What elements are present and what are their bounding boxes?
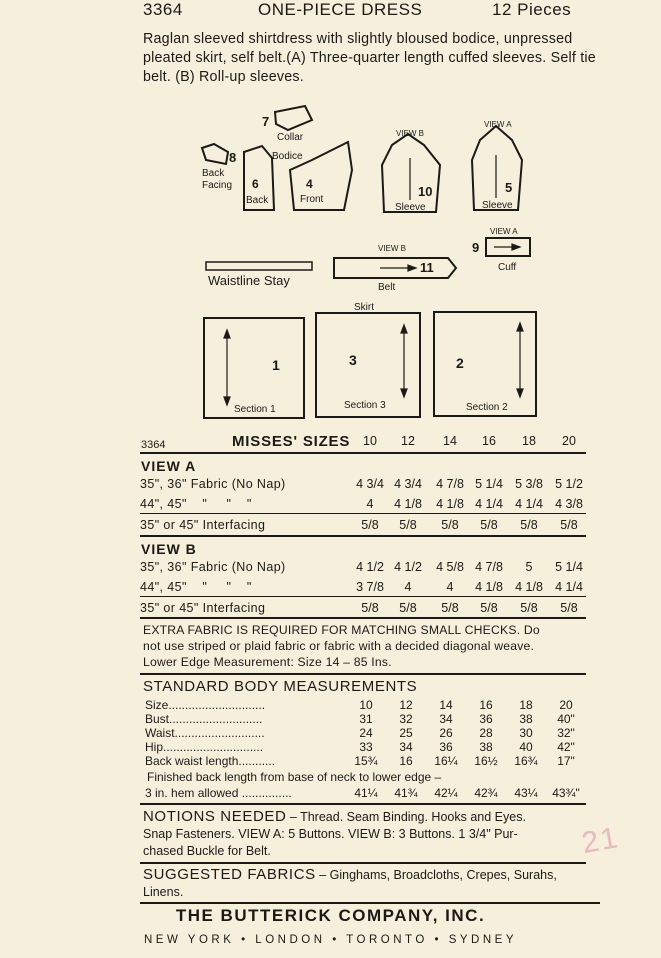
belt-num: 11 [420, 260, 434, 275]
table-row: 35" or 45" Interfacing 5/8 5/8 5/8 5/8 5/8 5/8 [140, 518, 578, 532]
fabrics-heading: SUGGESTED FABRICS [143, 866, 316, 883]
front-num: 4 [306, 177, 313, 191]
collar-label: Collar [277, 132, 304, 143]
divider [140, 902, 600, 904]
front-label: Front [300, 194, 324, 205]
facing-num: 8 [229, 150, 237, 165]
stamp-mark: 21 [579, 821, 622, 861]
view-a-label-1: VIEW A [484, 120, 512, 129]
divider [140, 617, 586, 619]
sizes-pattern-number: 3364 [141, 439, 166, 451]
company-name: THE BUTTERICK COMPANY, INC. [175, 906, 486, 925]
measurement-row: Hip.............................. 33 34 36 38 40 42" [145, 740, 575, 754]
s3-num: 3 [349, 352, 357, 368]
divider [140, 513, 586, 514]
size-col: 20 [562, 434, 576, 448]
pattern-title: ONE-PIECE DRESS [258, 0, 423, 19]
table-row: 44", 45" " " " 3 7/8 4 4 4 1/8 4 1/8 4 1/4 [140, 580, 583, 594]
table-row: 35", 36" Fabric (No Nap) 4 3/4 4 3/4 4 7/8 5 1/4 5 3/8 5 1/2 [140, 477, 583, 491]
measurement-row: Back waist length........... 15¾ 16 16¼ 16½ 16¾ 17" [145, 754, 575, 768]
sleeve-a-piece [472, 126, 522, 210]
sleeve-b-num: 10 [418, 184, 433, 199]
waistline-stay-label: Waistline Stay [208, 273, 290, 288]
extra-fabric-note: EXTRA FABRIC IS REQUIRED FOR MATCHING SMALL CHECKS. Do not use striped or plaid fabric or fabric with a decided diagonal weave. Lower Edge Measurement: Size 14 – 85 Ins. [143, 623, 540, 669]
view-b-label-1: VIEW B [396, 129, 425, 138]
cuff-label: Cuff [498, 262, 517, 273]
measurement-row: Bust............................ 31 32 34 36 38 40" [145, 712, 575, 726]
skirt-label: Skirt [354, 302, 374, 313]
sleeve-b-label: Sleeve [395, 202, 426, 213]
piece-count: 12 Pieces [492, 0, 572, 19]
pattern-description: Raglan sleeved shirtdress with slightly bloused bodice, unpressed pleated skirt, self belt.(A) Three-quarter length cuffed sleeves. Self tie belt. (B) Roll-up sleeves. [143, 31, 596, 85]
measurement-row: Size............................. 10 12 14 16 18 20 [145, 698, 573, 712]
size-col: 12 [401, 434, 415, 448]
bodice-label: Bodice [272, 151, 303, 162]
size-col: 16 [482, 434, 496, 448]
sleeve-b-piece [382, 134, 440, 212]
size-col: 18 [522, 434, 536, 448]
sleeve-a-label: Sleeve [482, 200, 513, 211]
collar-num: 7 [262, 114, 270, 129]
collar-piece [275, 106, 312, 130]
company-cities: NEW YORK • LONDON • TORONTO • SYDNEY [143, 934, 518, 946]
notions-section: NOTIONS NEEDED – Thread. Seam Binding. Hooks and Eyes. Snap Fasteners. VIEW A: 5 Buttons. VIEW B: 3 Buttons. 1 3/4" Pur- chased Buckle for Belt. [143, 808, 526, 858]
table-row: 35", 36" Fabric (No Nap) 4 1/2 4 1/2 4 5/8 4 7/8 5 5 1/4 [140, 560, 583, 574]
size-col: 14 [443, 434, 457, 448]
finished-length-note: Finished back length from base of neck to lower edge – [147, 770, 442, 784]
measurement-row: Waist........................... 24 25 26 28 30 32" [145, 726, 575, 740]
divider [140, 596, 586, 597]
s2-num: 2 [456, 355, 464, 371]
cuff-num: 9 [472, 240, 480, 255]
pattern-pieces-diagram [0, 0, 661, 430]
measurement-row: 3 in. hem allowed ............... 41¼ 41¾ 42¼ 42¾ 43¼ 43¾" [145, 786, 580, 800]
divider [140, 535, 586, 537]
sleeve-a-num: 5 [505, 180, 513, 195]
view-a-heading: VIEW A [141, 458, 197, 474]
s3-label: Section 3 [344, 400, 386, 411]
size-col: 10 [363, 434, 377, 448]
back-label: Back [246, 195, 269, 206]
waistline-stay-piece [206, 262, 312, 270]
divider [140, 452, 586, 454]
s1-num: 1 [272, 357, 280, 373]
back-num: 6 [252, 177, 259, 191]
s2-label: Section 2 [466, 402, 508, 413]
table-row: 44", 45" " " " 4 4 1/8 4 1/8 4 1/4 4 1/4 4 3/8 [140, 497, 583, 511]
view-b-heading: VIEW B [141, 541, 197, 557]
s1-label: Section 1 [234, 404, 276, 415]
table-row: 35" or 45" Interfacing 5/8 5/8 5/8 5/8 5/8 5/8 [140, 601, 578, 615]
fabrics-section: SUGGESTED FABRICS – Ginghams, Broadcloths, Crepes, Surahs, Linens. [143, 866, 557, 899]
sizes-header-row [140, 434, 600, 452]
divider [140, 673, 586, 675]
view-b-label-2: VIEW B [378, 244, 407, 253]
belt-label: Belt [378, 282, 396, 293]
pattern-number: 3364 [143, 0, 183, 19]
back-facing-piece [202, 144, 228, 164]
facing-label-1: Back [202, 168, 225, 179]
view-a-label-2: VIEW A [490, 227, 518, 236]
divider [140, 803, 586, 805]
notions-heading: NOTIONS NEEDED [143, 808, 287, 825]
skirt-section-1-piece [204, 318, 304, 418]
facing-label-2: Facing [202, 180, 233, 191]
sizes-title: MISSES' SIZES [232, 433, 351, 450]
divider [140, 862, 586, 864]
measurements-heading: STANDARD BODY MEASUREMENTS [143, 678, 418, 695]
